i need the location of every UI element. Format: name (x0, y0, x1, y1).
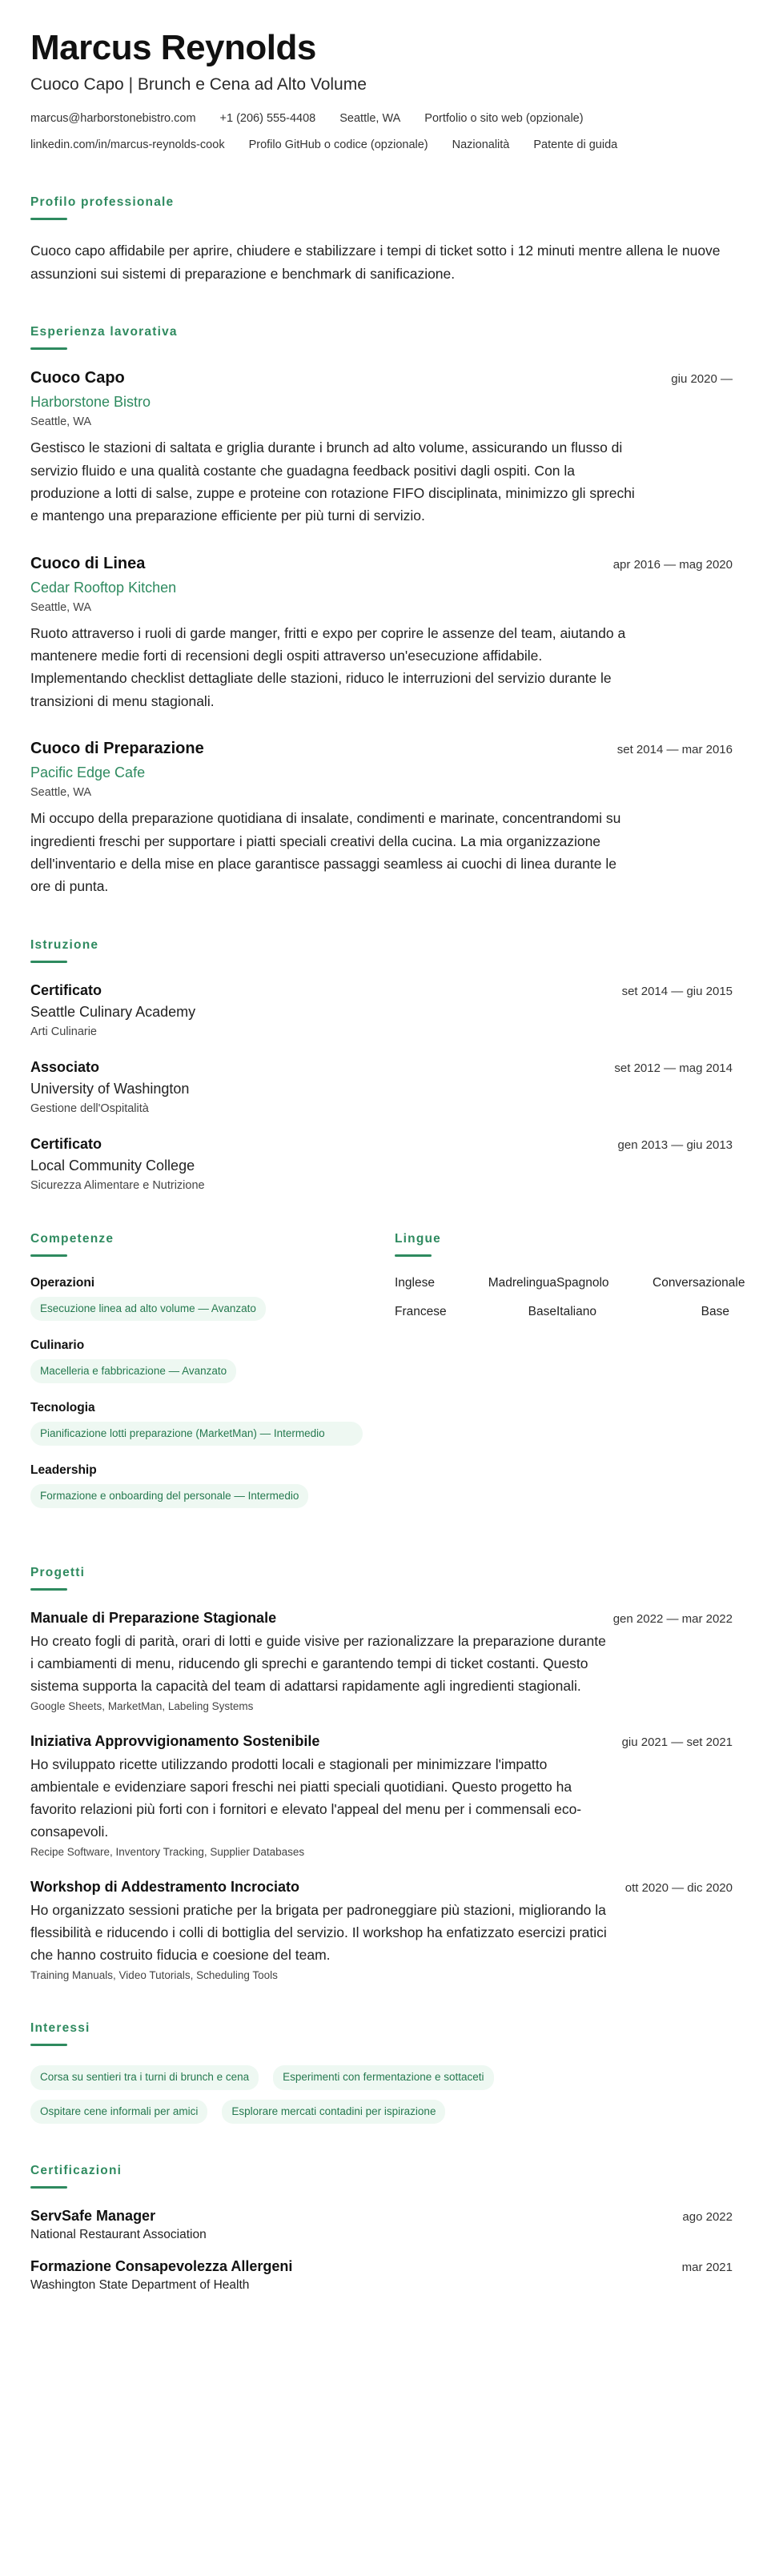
project-entry (30, 1733, 733, 1858)
section-divider (30, 2044, 67, 2046)
contact-info (30, 109, 733, 154)
job-date: set 2014 — mar 2016 (616, 743, 733, 757)
job-entry (30, 740, 733, 897)
certification-issuer: Washington State Department of Health (30, 2277, 250, 2292)
project-entry (30, 1610, 733, 1712)
language-name: Inglese (395, 1275, 435, 1290)
certification-date: ago 2022 (682, 2209, 733, 2224)
contact-nationality: Nazionalità (452, 138, 510, 152)
project-description: Ho organizzato sessioni pratiche per la brigata per padroneggiare più stazioni, migliorando la flessibilità e riducendo i colli di bottiglia del servizio. Il workshop ha enfatizzato esercizi pratici che hanno costruito fiducia e coesione del team. (30, 1902, 607, 1964)
education-date: set 2012 — mag 2014 (614, 1061, 733, 1075)
candidate-title: Cuoco Capo | Brunch e Cena ad Alto Volume (30, 75, 367, 94)
interest-pill: Esperimenti con fermentazione e sottaceti (273, 2065, 493, 2089)
project-tools: Recipe Software, Inventory Tracking, Supplier Databases (30, 1846, 305, 1859)
certification-entry (30, 2258, 733, 2293)
section-divider (30, 218, 67, 220)
job-entry (30, 555, 733, 712)
section-divider (30, 347, 67, 350)
interest-pill: Corsa su sentieri tra i turni di brunch e cena (30, 2065, 259, 2089)
language-level: Base (701, 1304, 729, 1318)
education-entry (30, 982, 733, 1038)
skills-column (30, 1232, 363, 1527)
section-divider (30, 2186, 67, 2189)
education-date: gen 2013 — giu 2013 (617, 1138, 733, 1152)
job-company: Harborstone Bistro (30, 394, 151, 411)
education-degree: Associato (30, 1058, 100, 1075)
project-description: Ho creato fogli di parità, orari di lotti e guide visive per razionalizzare la preparazione durante i cambiamenti di menu, riducendo gli sprechi e garantendo tempi di ticket costanti. Questo sistema supporta la capacità del team di adattarsi rapidamente agli ingredienti stagionali. (30, 1633, 606, 1695)
interests-section (30, 2021, 733, 2123)
certification-name: Formazione Consapevolezza Allergeni (30, 2257, 293, 2274)
skill-category-name: Operazioni (30, 1275, 95, 1290)
section-title-projects: Progetti (30, 1566, 86, 1580)
interest-pill: Ospitare cene informali per amici (30, 2100, 207, 2124)
project-title: Manuale di Preparazione Stagionale (30, 1610, 277, 1627)
education-school: Local Community College (30, 1157, 195, 1174)
interest-pill: Esplorare mercati contadini per ispirazione (222, 2100, 445, 2124)
section-divider (395, 1254, 432, 1257)
project-title: Iniziativa Approvvigionamento Sostenibile (30, 1733, 320, 1750)
contact-website[interactable]: Portfolio o sito web (opzionale) (424, 112, 584, 126)
education-school: University of Washington (30, 1080, 190, 1097)
language-name: Spagnolo (556, 1275, 609, 1290)
education-degree: Certificato (30, 1135, 102, 1152)
education-school: Seattle Culinary Academy (30, 1003, 196, 1020)
job-description: Ruoto attraverso i ruoli di garde manger, fritti e expo per coprire le assenze del team, aiutando a mantenere medie forti di recensioni degli ospiti attraverso un'esecuzione affidabile. Implementando checklist dettagliate delle stazioni, riduco le interruzioni del servizio durante le transizioni di menu stagionali. (30, 624, 626, 709)
project-date: ott 2020 — dic 2020 (624, 1881, 733, 1896)
skill-category-name: Tecnologia (30, 1400, 95, 1414)
job-title: Cuoco Capo (30, 369, 125, 387)
job-location: Seattle, WA (30, 415, 92, 429)
section-divider (30, 1254, 67, 1257)
section-title-certifications: Certificazioni (30, 2163, 122, 2177)
job-title: Cuoco di Linea (30, 554, 146, 572)
education-field: Sicurezza Alimentare e Nutrizione (30, 1178, 205, 1192)
contact-linkedin[interactable]: linkedin.com/in/marcus-reynolds-cook (30, 138, 225, 152)
job-entry (30, 369, 733, 527)
contact-location: Seattle, WA (339, 112, 401, 126)
project-entry (30, 1879, 733, 1981)
job-description: Gestisco le stazioni di saltata e griglia durante i brunch ad alto volume, assicurando un flusso di servizio fluido e una qualità costante che guadagna feedback positivi dagli ospiti. Con la produzione a lotti di salse, zuppe e proteine con rotazione FIFO disciplinata, minimizzo gli sprechi e mantengo una preparazione efficiente per più turni di servizio. (30, 439, 635, 524)
education-date: set 2014 — giu 2015 (621, 984, 733, 998)
certification-issuer: National Restaurant Association (30, 2227, 207, 2241)
job-location: Seattle, WA (30, 786, 92, 800)
section-title-languages: Lingue (395, 1231, 441, 1246)
contact-email[interactable]: marcus@harborstonebistro.com (30, 112, 196, 126)
section-title-profile: Profilo professionale (30, 195, 175, 209)
project-date: giu 2021 — set 2021 (621, 1735, 733, 1750)
language-name: Francese (395, 1304, 447, 1318)
skill-category-name: Leadership (30, 1463, 97, 1478)
section-title-interests: Interessi (30, 2021, 90, 2036)
education-field: Arti Culinarie (30, 1025, 97, 1038)
skill-pill: Formazione e onboarding del personale — Intermedio (30, 1484, 308, 1508)
project-tools: Google Sheets, MarketMan, Labeling Systems (30, 1700, 254, 1713)
interests-list (30, 2065, 623, 2123)
skill-pill: Pianificazione lotti preparazione (MarketMan) — Intermedio (30, 1422, 363, 1446)
job-company: Pacific Edge Cafe (30, 764, 146, 781)
education-section (30, 938, 733, 1192)
skills-languages-section (30, 1231, 745, 1527)
certification-date: mar 2021 (681, 2260, 733, 2274)
language-level: Base (528, 1304, 556, 1318)
profile-section (30, 195, 733, 286)
section-title-experience: Esperienza lavorativa (30, 325, 178, 339)
job-title: Cuoco di Preparazione (30, 740, 204, 758)
contact-github[interactable]: Profilo GitHub o codice (opzionale) (248, 138, 428, 152)
projects-section (30, 1566, 733, 1981)
project-title: Workshop di Addestramento Incrociato (30, 1879, 300, 1896)
section-title-skills: Competenze (30, 1231, 114, 1246)
candidate-name: Marcus Reynolds (30, 28, 316, 67)
section-divider (30, 1588, 67, 1591)
certification-name: ServSafe Manager (30, 2207, 156, 2224)
skill-category (30, 1463, 363, 1508)
job-date: giu 2020 — (671, 372, 733, 387)
education-entry (30, 1136, 733, 1192)
experience-section (30, 325, 733, 897)
certifications-section (30, 2164, 733, 2293)
job-description: Mi occupo della preparazione quotidiana di insalate, condimenti e marinate, concentrandomi su ingredienti freschi per supportare i piatti speciali creativi della cucina. La mia organizzazione dell'inventario e della mise en place garantisce passaggi seamless ai cuochi di linea durante le ore di punta. (30, 810, 621, 895)
education-field: Gestione dell'Ospitalità (30, 1101, 149, 1115)
language-level: Conversazionale (653, 1275, 745, 1290)
skill-category (30, 1401, 363, 1446)
education-degree: Certificato (30, 981, 102, 998)
resume-header (30, 29, 733, 155)
project-description: Ho sviluppato ricette utilizzando prodotti locali e stagionali per minimizzare l'impatto ambientale e evidenziare sapori freschi nei piatti speciali quotidiani. Questo progetto ha favorito relazioni più forti con i fornitori e elevato l'appeal del menu per i commensali eco-consapevoli. (30, 1756, 582, 1840)
skill-category (30, 1276, 363, 1321)
skill-pill: Esecuzione linea ad alto volume — Avanzato (30, 1297, 266, 1321)
language-level: Madrelingua (488, 1275, 556, 1290)
contact-phone[interactable]: +1 (206) 555-4408 (219, 112, 316, 126)
project-tools: Training Manuals, Video Tutorials, Scheduling Tools (30, 1969, 278, 1982)
section-title-education: Istruzione (30, 937, 99, 952)
job-date: apr 2016 — mag 2020 (612, 557, 733, 572)
language-name: Italiano (556, 1304, 596, 1318)
job-company: Cedar Rooftop Kitchen (30, 579, 177, 596)
project-date: gen 2022 — mar 2022 (612, 1612, 733, 1627)
certification-entry (30, 2208, 733, 2242)
skill-category (30, 1338, 363, 1383)
skill-pill: Macelleria e fabbricazione — Avanzato (30, 1359, 236, 1383)
education-entry (30, 1059, 733, 1115)
section-divider (30, 961, 67, 963)
skill-category-name: Culinario (30, 1338, 85, 1352)
languages-column (395, 1231, 745, 1527)
languages-list (395, 1275, 745, 1319)
contact-license: Patente di guida (533, 138, 618, 152)
job-location: Seattle, WA (30, 600, 92, 614)
profile-summary: Cuoco capo affidabile per aprire, chiudere e stabilizzare i tempi di ticket sotto i 12 minuti mentre allena le nuove assunzioni sui sistemi di preparazione e benchmark di sanificazione. (30, 242, 721, 282)
